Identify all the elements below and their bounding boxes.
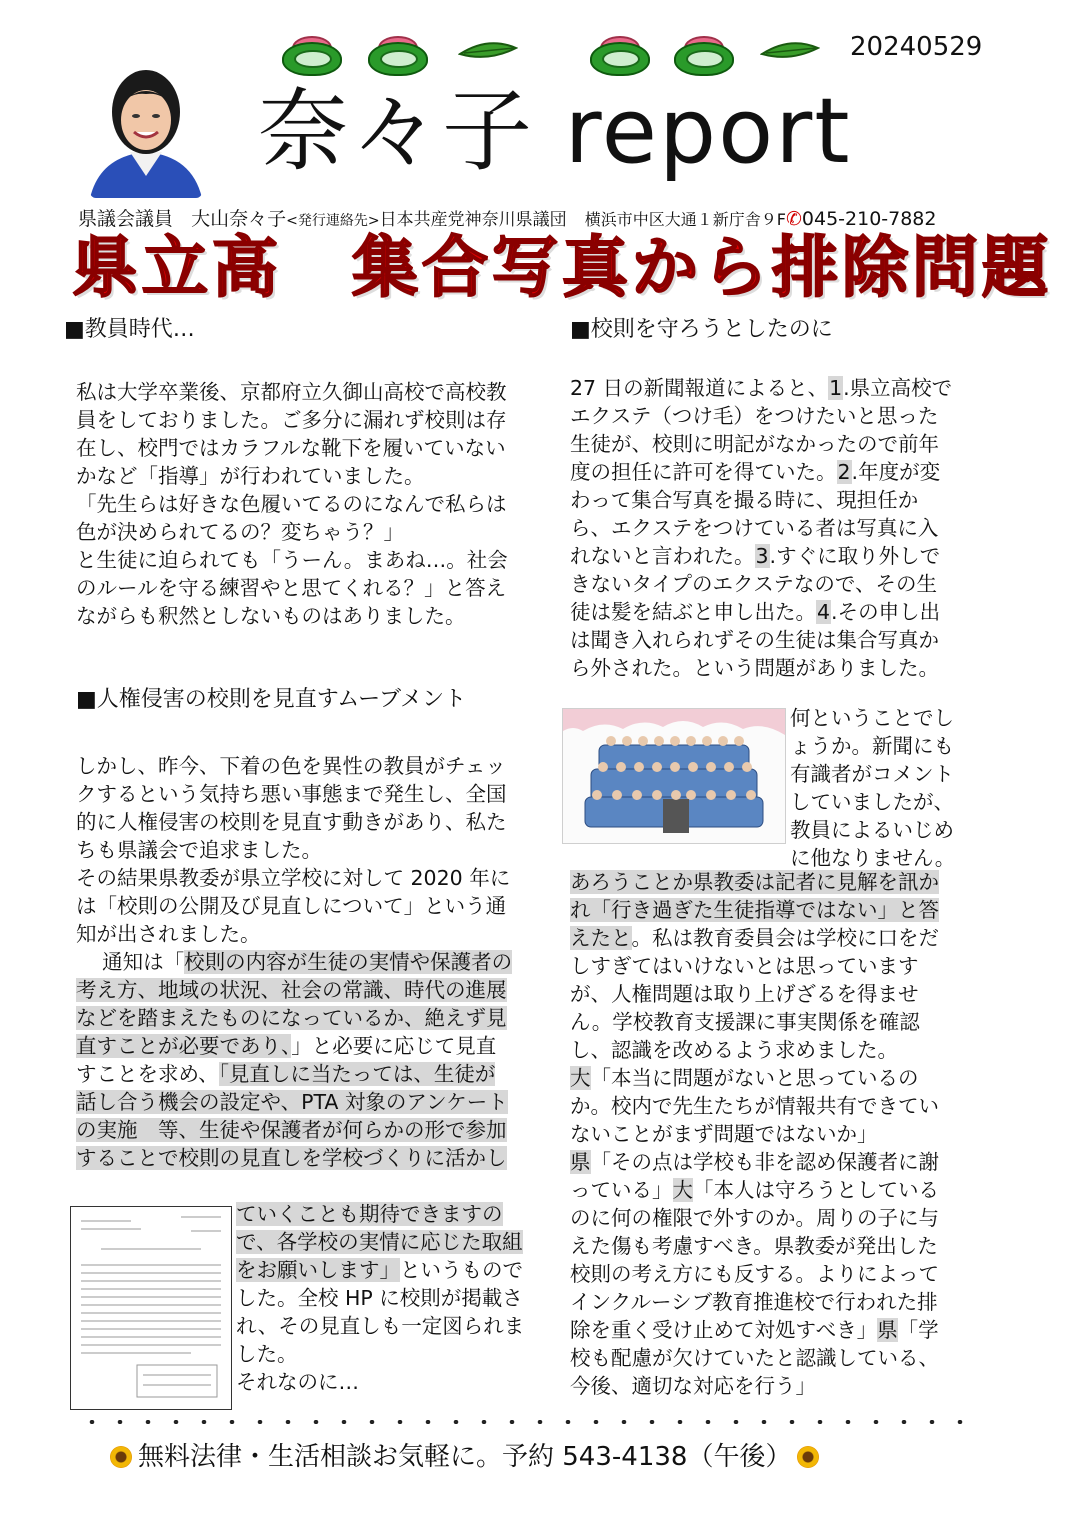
text-line: [76, 1144, 546, 1172]
text-line: えたと。私は教育委員会は学校に口をだ: [570, 926, 939, 950]
publisher-line: [78, 204, 937, 231]
section2-heading: ■人権侵害の校則を見直すムーブメント: [76, 687, 467, 712]
text-line: [570, 868, 1000, 896]
group-photo-illustration: [562, 708, 786, 844]
notice-quote: することで校則の見直しを学校づくりに活かし: [76, 1146, 507, 1170]
notice-text: すことを求め、: [76, 1062, 219, 1086]
text-line: インクルーシブ教育推進校で行われた排: [570, 1290, 938, 1314]
text-line: 何ということでし: [790, 706, 954, 730]
text-line: ちも県議会で追求ました。: [76, 838, 322, 862]
text-line: [236, 1228, 546, 1256]
text-line: っている」大「本人は守ろうとしている: [570, 1178, 939, 1202]
text-line: が、人権問題は取り上げざるを得ませ: [570, 982, 919, 1006]
sunflower-icon: [110, 1446, 132, 1468]
text-line: に他なりません。: [790, 846, 956, 870]
notice-quote: の実施 等、生徒や保護者が何らかの形で参加: [76, 1118, 507, 1142]
text-line: か。校内で先生たちが情報共有できてい: [570, 1094, 939, 1118]
text-line: 今後、適切な対応を行う」: [570, 1374, 816, 1398]
response-body: [570, 868, 1000, 1400]
text-line: わって集合写真を撮る時に、現担任か: [570, 488, 919, 512]
text-line: [570, 896, 1000, 924]
text-line: 在し、校門ではカラフルな靴下を履いていない: [76, 436, 506, 460]
section3-heading: ■校則を守ろうとしたのに: [570, 317, 833, 342]
text-line: しかし、昨今、下着の色を異性の教員がチェッ: [76, 754, 506, 778]
footer-text: 無料法律・生活相談お気軽に。予約 543-4138（午後）: [138, 1442, 792, 1472]
text-line: [76, 1032, 546, 1060]
text-line: のルールを守る練習やと思てくれる？」と答え: [76, 576, 507, 600]
notice-quote: 直すことが必要であり、: [76, 1034, 292, 1058]
text-line: ょうか。新聞にも: [790, 734, 954, 758]
text-line: した。: [236, 1342, 298, 1366]
text-line: ないことがまず問題ではないか」: [570, 1122, 878, 1146]
text-line: 県「その点は学校も非を認め保護者に謝: [570, 1150, 939, 1174]
sunflower-icon: [797, 1446, 819, 1468]
address: 横浜市中区大通１新庁舎９F: [584, 210, 786, 229]
text-line: 「先生らは好きな色履いてるのになんで私らは: [76, 492, 507, 516]
text-line: し、認識を改めるよう求めました。: [570, 1038, 898, 1062]
leaf-icon: [458, 40, 518, 62]
member-role: 県議会議員: [78, 208, 174, 230]
speaker-tag: 大: [672, 1178, 693, 1202]
section1-body: [76, 378, 546, 630]
item-number: 2: [837, 460, 851, 484]
issue-date: 20240529: [850, 32, 983, 62]
text-line: クするという気持ち悪い事態まで発生し、全国: [76, 782, 507, 806]
section1-heading: ■教員時代…: [64, 317, 195, 342]
text-line: [76, 948, 546, 976]
phone-icon: ✆: [785, 208, 802, 230]
text-line: した。全校 HP に校則が掲載さ: [236, 1286, 523, 1310]
phone-number: 045-210-7882: [801, 208, 937, 230]
notice-quote: で、各学校の実情に応じた取組: [236, 1230, 523, 1254]
text-line: 校も配慮が欠けていたと認識している、: [570, 1346, 939, 1370]
text-line: 大「本当に問題がないと思っているの: [570, 1066, 919, 1090]
notice-quote: をお願いします」: [236, 1258, 400, 1282]
text-line: は聞き入れられずその生徒は集合写真か: [570, 628, 939, 652]
text-line: 徒は髪を結ぶと申し出た。4.その申し出: [570, 600, 941, 624]
text-line: かなど「指導」が行われていました。: [76, 464, 425, 488]
text-line: 度の担任に許可を得ていた。2.年度が変: [570, 460, 941, 484]
item-number: 4: [817, 600, 831, 624]
text-line: れ、その見直しも一定図られま: [236, 1314, 525, 1338]
text-line: 27 日の新聞報道によると、1.県立高校で: [570, 376, 953, 400]
text-line: [76, 1088, 546, 1116]
text-line: しすぎてはいけないとは思っています: [570, 954, 919, 978]
highlight-text: えたと: [570, 926, 632, 950]
text-line: は「校則の公開及び見直しについて」という通: [76, 894, 507, 918]
text-line: [236, 1200, 546, 1228]
text-line: [76, 1116, 546, 1144]
item-number: 3: [755, 544, 769, 568]
text-line: 的に人権侵害の校則を見直す動きがあり、私た: [76, 810, 507, 834]
item-number: 1: [829, 376, 843, 400]
avatar: [90, 48, 202, 198]
text-line: 知が出されました。: [76, 922, 261, 946]
notice-wrap-text: [236, 1200, 546, 1396]
text-line: 教員によるいじめ: [790, 818, 954, 842]
highlight-text: れ「行き過ぎた生徒指導ではない」と答: [570, 898, 939, 922]
reaction-text: [790, 704, 990, 872]
text-line: きないタイプのエクステなので、その生: [570, 572, 937, 596]
member-name: 大山奈々子: [191, 208, 287, 230]
notice-document-image: [70, 1206, 232, 1410]
notice-intro: 通知は「: [102, 950, 185, 974]
text-line: それなのに…: [236, 1370, 359, 1394]
text-line: [76, 1060, 546, 1088]
dotted-divider: [78, 1420, 978, 1424]
speaker-tag: 県: [877, 1318, 898, 1342]
kashiwa-mochi-icon: [674, 42, 734, 76]
text-line: エクステ（つけ毛）をつけたいと思った: [570, 404, 939, 428]
news-summary: [570, 374, 990, 682]
text-line: [236, 1256, 546, 1284]
headline: 県立高 集合写真から排除問題: [72, 229, 1052, 306]
text-line: 校則の考え方にも反する。よりによって: [570, 1262, 939, 1286]
highlight-text: あろうことか県教委は記者に見解を訊か: [570, 870, 939, 894]
text-line: 生徒が、校則に明記がなかったので前年: [570, 432, 939, 456]
text-line: 色が決められてるの？変ちゃう？」: [76, 520, 404, 544]
text-line: [76, 976, 546, 1004]
text-line: [76, 1004, 546, 1032]
notice-quote: 考え方、地域の状況、社会の常識、時代の進展: [76, 978, 507, 1002]
notice-quote: 話し合う機会の設定や、PTA 対象のアンケート: [76, 1090, 508, 1114]
notice-quote: ていくことも期待できますの: [236, 1202, 503, 1226]
text-line: えた傷も考慮すべき。県教委が発出した: [570, 1234, 938, 1258]
text-line: その結果県教委が県立学校に対して 2020 年に: [76, 866, 511, 890]
text-line: ん。学校教育支援課に事実関係を確認: [570, 1010, 920, 1034]
text-line: のに何の権限で外すのか。周りの子に与: [570, 1206, 939, 1230]
page-title: 奈々子 report: [258, 79, 852, 184]
notice-quote: 校則の内容が生徒の実情や保護者の: [184, 950, 513, 974]
notice-quote: などを踏まえたものになっているか、絶えず見: [76, 1006, 507, 1030]
text-line: ながらも釈然としないものはありました。: [76, 604, 466, 628]
text-line: 有識者がコメント: [790, 762, 954, 786]
text-line: と生徒に迫られても「うーん。まあね…。社会: [76, 548, 508, 572]
footer-notice: [104, 1440, 825, 1474]
leaf-icon: [760, 40, 820, 62]
text-line: ら外された。という問題がありました。: [570, 656, 939, 680]
text-line: 除を重く受け止めて対処すべき」県「学: [570, 1318, 939, 1342]
publisher-label: <発行連絡先>: [286, 213, 380, 229]
text-line: 員をしておりました。ご多分に漏れず校則は存: [76, 408, 507, 432]
notice-text: 」と必要に応じて見直: [291, 1034, 497, 1058]
kashiwa-mochi-icon: [282, 42, 342, 76]
speaker-tag: 大: [570, 1066, 591, 1090]
text-line: れないと言われた。3.すぐに取り外しで: [570, 544, 941, 568]
text-line: ら、エクステをつけている者は写真に入: [570, 516, 939, 540]
text-line: していましたが、: [790, 790, 954, 814]
notice-quote: 「見直しに当たっては、生徒が: [218, 1062, 496, 1086]
text-line: 私は大学卒業後、京都府立久御山高校で高校教: [76, 380, 507, 404]
notice-text: というもので: [400, 1258, 523, 1282]
publisher-name: 日本共産党神奈川県議団: [379, 210, 567, 230]
kashiwa-mochi-icon: [590, 42, 650, 76]
kashiwa-mochi-icon: [368, 42, 428, 76]
speaker-tag: 県: [570, 1150, 591, 1174]
section2-body: [76, 752, 546, 1172]
